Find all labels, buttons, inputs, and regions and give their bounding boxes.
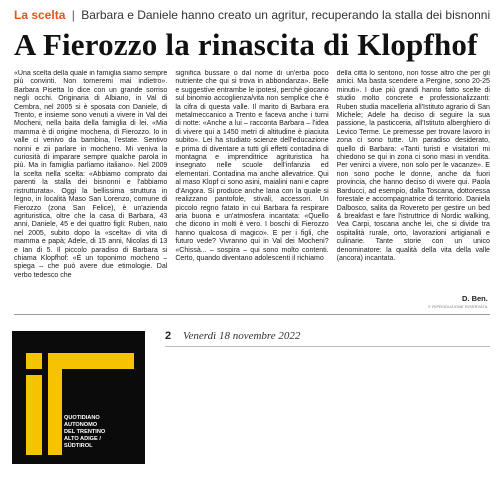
divider [14,314,490,315]
kicker-separator: | [71,8,75,22]
logo-t-bar [48,353,134,369]
article-headline: A Fierozzo la rinascita di Klopfhof [14,27,478,62]
section-kicker: La scelta [14,8,66,22]
article-column-3: della città lo sentono, non fosse altro che per gli amici. Ma basta scendere a Pergine, sono 20-25 minuti». I due più grandi hanno fatto scelte di studio molto concrete e professionalizzanti: Ruben studia macelleria all'Istituto agrario di San Michele; Adele ha deciso di seguire la sua passione, la pasticceria, all'Istituto alberghiero di Levico Terme. Le premesse per trovare lavoro in zona ci sono tutte. Un paradiso desiderato, quello di Barbara: «Tanti turisti e visitatori mi chiedono se qui in zona ci sono masi in vendita. Per venirci a vivere, non solo per le vacanze». E non sono poche le donne, anche da fuori provincia, che hanno deciso di vivere qui. Paola Barducci, ad esempio, dalla Toscana, dottoressa forestale e accompagnatrice di territorio. Daniela Dalbosco, salita da Rovereto per gestire un bed & breakfast e fare l'istruttrice di Nordic walking, Vea Carpi, toscana anche lei, che si divide tra ospitalità rurale, orto, lavorazioni artigianali e culinarie. Tante storie con un unico denominatore: la qualità della vita della valle (ancora) incantata. [336,70,490,262]
logo-t-stem [48,369,62,455]
page-number: 2 [165,330,172,342]
article-subtitle: Barbara e Daniele hanno creato un agritur, recuperando la stalla dei bisnonni [81,8,491,22]
date-divider [165,346,490,347]
newspaper-logo [12,331,145,464]
article-byline: D. Ben. [462,294,488,303]
article-column-2: significa bussare o dal nome di un'erba poco nutriente che qui si trova in abbondanza». Belle e suggestive entrambe le ipotesi, perché giocano sul binomio accoglienza/vita non semplice che è la cifra di questa valle. Il marito di Barbara era metalmeccanico a Trento e faceva anche i turni di notte: «Anche a lui – racconta Barbara – l'idea di vivere qui a 1450 metri di altitudine è piaciuta subito». Lei ha studiato scienze dell'educazione e prima di diventare a tutti gli effetti contadina di montagna e imprenditrice agrituristica ha insegnato nelle scuole dell'infanzia ed elementari. Contadina ma anche allevatrice. Qui al maso Klopf ci sono asini, maialini nani e capre d'Angora. Si produce anche lana con la quale si realizzano pantofole, stivali, accessori. Un piccolo regno fatato in cui Barbara fa respirare aria buona e un'atmosfera incantata: «Quello che dicono in molti è vero. I boschi di Fierozzo hanno qualcosa di magico». E per i figli, che futuro vede? Vivranno qui in Val dei Mocheni? «Chissà... – sospira – qui sono molto contenti. Certo, quando diventano adolescenti il richiamo [175,70,329,262]
article-column-1: «Una scelta della quale in famiglia siamo sempre più convinti. Non torneremi mai indietro». Barbara Pisetta lo dice con un grande sorriso negli occhi. Originaria di Albiano, in Val di Cembra, nel 2005 si è sposata con Daniele, di Trento, e insieme sono venuti a vivere in Val dei Mocheni, nella baita della famiglia di lei. «Mia mamma è di origine mochena, di Fierozzo. Io in valle ci venivo da bambina, l'estate. Sentivo nonni e zii parlare in mocheno. Mi veniva la curiosità di imparare sempre qualche parola in più. Ma in famiglia parliamo italiano». Nel 2009 la scelta nella scelta: «Abbiamo comprato dai parenti la stalla dei bisnonni e l'abbiamo ristrutturata». Oggi la bellissima struttura in legno, in località Maso San Lorenzo, comune di Fierozzo (zona San Felice), è un'azienda agrituristica, oltre che la casa di Barbara, 43 anni, Daniele, 45 e dei quattro figli: Ruben, nato nel 2005, subito dopo la «scelta» di vita di mamma e papà; Adele, di 15 anni, Nicolas di 13 e Ian di 5. Il piccolo paradiso di Barbara si chiama Klopfhof: «È un toponimo mocheno – spiega – che può avere due etimologie. Dal verbo tedesco che [14,70,168,279]
logo-i-dot [26,353,42,369]
article-body [14,70,490,302]
logo-tagline: QUOTIDIANO AUTONOMO DEL TRENTINO ALTO ADIGE / SÜDTIROL [64,415,106,449]
publication-date: Venerdì 18 novembre 2022 [183,330,301,342]
copyright-credit: © RIPRODUZIONE RISERVATA [428,305,488,309]
logo-i-stem [26,375,42,455]
kicker-line [14,7,494,23]
